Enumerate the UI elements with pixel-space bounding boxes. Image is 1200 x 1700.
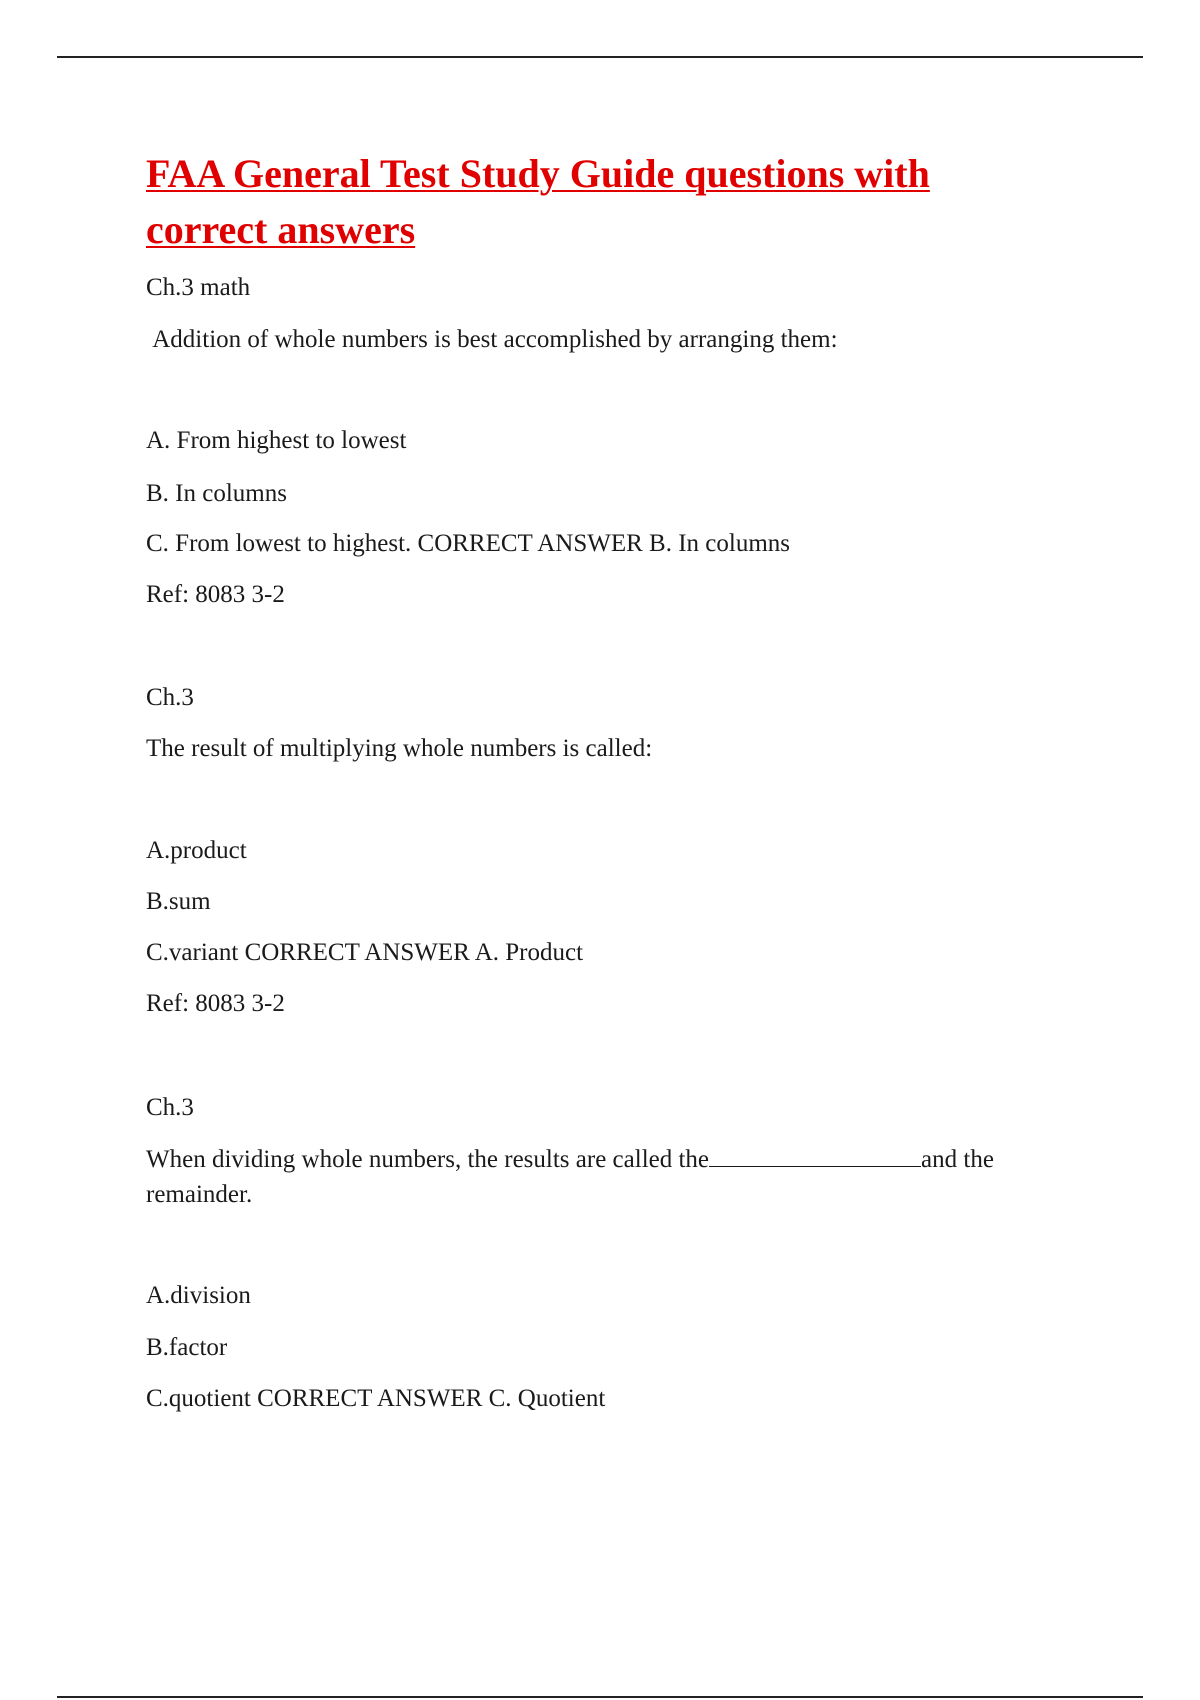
q1-option-b: B. In columns xyxy=(146,480,287,507)
q3-prompt-line-2: remainder. xyxy=(146,1181,253,1208)
header-rule xyxy=(57,56,1143,58)
q3-option-c: C.quotient CORRECT ANSWER C. Quotient xyxy=(146,1385,606,1412)
q2-option-a: A.product xyxy=(146,837,247,864)
footer-rule xyxy=(57,1696,1143,1698)
q2-chapter: Ch.3 xyxy=(146,684,194,711)
q3-prompt xyxy=(146,1144,994,1175)
answer-blank xyxy=(709,1144,921,1167)
q3-chapter: Ch.3 xyxy=(146,1094,194,1121)
q1-chapter: Ch.3 math xyxy=(146,274,251,301)
q2-prompt: The result of multiplying whole numbers is called: xyxy=(146,735,653,762)
q3-prompt-after-blank: and the xyxy=(921,1146,994,1173)
title-line-2: correct answers xyxy=(146,207,416,252)
title-line-1: FAA General Test Study Guide questions with xyxy=(146,151,930,196)
q3-option-b: B.factor xyxy=(146,1334,228,1361)
q1-ref: Ref: 8083 3-2 xyxy=(146,581,285,608)
q2-option-b: B.sum xyxy=(146,888,211,915)
q3-prompt-before-blank: When dividing whole numbers, the results are called the xyxy=(146,1146,710,1173)
q2-ref: Ref: 8083 3-2 xyxy=(146,990,285,1017)
q1-prompt: Addition of whole numbers is best accomplished by arranging them: xyxy=(146,326,838,353)
q2-option-c: C.variant CORRECT ANSWER A. Product xyxy=(146,939,584,966)
document-body xyxy=(146,146,1086,258)
document-title xyxy=(146,146,1086,258)
q1-option-a: A. From highest to lowest xyxy=(146,427,407,454)
q3-option-a: A.division xyxy=(146,1282,251,1309)
q1-option-c: C. From lowest to highest. CORRECT ANSWER B. In columns xyxy=(146,530,791,557)
